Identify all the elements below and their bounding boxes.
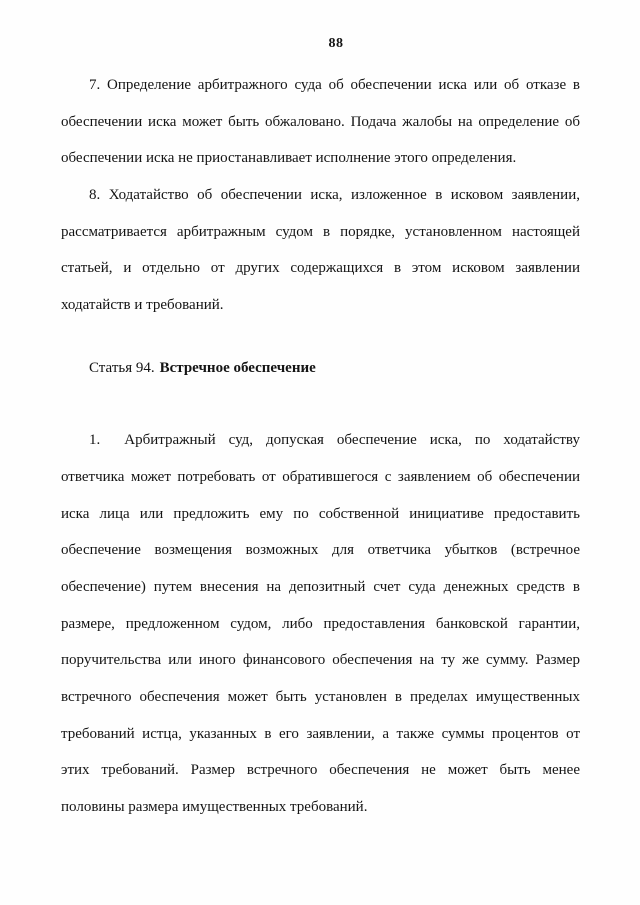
article-number-prefix: Статья 94.	[89, 359, 155, 376]
paragraph-line: ходатайств и требований.	[61, 296, 224, 313]
paragraph-line: обеспечении иска может быть обжаловано. Подача жалобы на определение об	[61, 113, 580, 130]
paragraph-line-text: Арбитражный суд, допуская обеспечение иска, по ходатайству	[124, 432, 580, 449]
paragraph-line: статьей, и отдельно от других содержащихся в этом исковом заявлении	[61, 260, 580, 277]
paragraph-line: обеспечение возмещения возможных для ответчика убытков (встречное	[61, 542, 580, 559]
paragraph-1	[61, 422, 580, 825]
paragraph-line: требований истца, указанных в его заявлении, а также суммы процентов от	[61, 725, 580, 742]
paragraph-line: этих требований. Размер встречного обеспечения не может быть менее	[61, 762, 580, 779]
article-title: Встречное обеспечение	[159, 359, 316, 376]
paragraph-number: 1.	[89, 432, 101, 449]
paragraph-line: иска лица или предложить ему по собственной инициативе предоставить	[61, 505, 580, 522]
paragraph-8	[61, 177, 580, 324]
page-number: 88	[328, 36, 344, 51]
paragraph-line: 7. Определение арбитражного суда об обеспечении иска или об отказе в	[89, 77, 580, 93]
paragraph-line: ответчика может потребовать от обратившегося с заявлением об обеспечении	[61, 468, 580, 485]
paragraph-line: рассматривается арбитражным судом в порядке, установленном настоящей	[61, 223, 580, 240]
paragraph-line: поручительства или иного финансового обеспечения на ту же сумму. Размер	[61, 652, 580, 669]
paragraph-line	[61, 422, 580, 459]
paragraph-line: обеспечение) путем внесения на депозитный счет суда денежных средств в	[61, 578, 580, 595]
paragraph-line: половины размера имущественных требований.	[61, 798, 368, 815]
paragraph-line: встречного обеспечения может быть установлен в пределах имущественных	[61, 688, 580, 705]
paragraph-line: 8. Ходатайство об обеспечении иска, изложенное в исковом заявлении,	[89, 186, 580, 203]
document-body	[61, 67, 580, 825]
paragraph-line: обеспечении иска не приостанавливает исполнение этого определения.	[61, 150, 517, 167]
article-heading	[61, 350, 580, 387]
paragraph-line: размере, предложенном судом, либо предоставления банковской гарантии,	[61, 615, 580, 632]
paragraph-7	[61, 67, 580, 177]
